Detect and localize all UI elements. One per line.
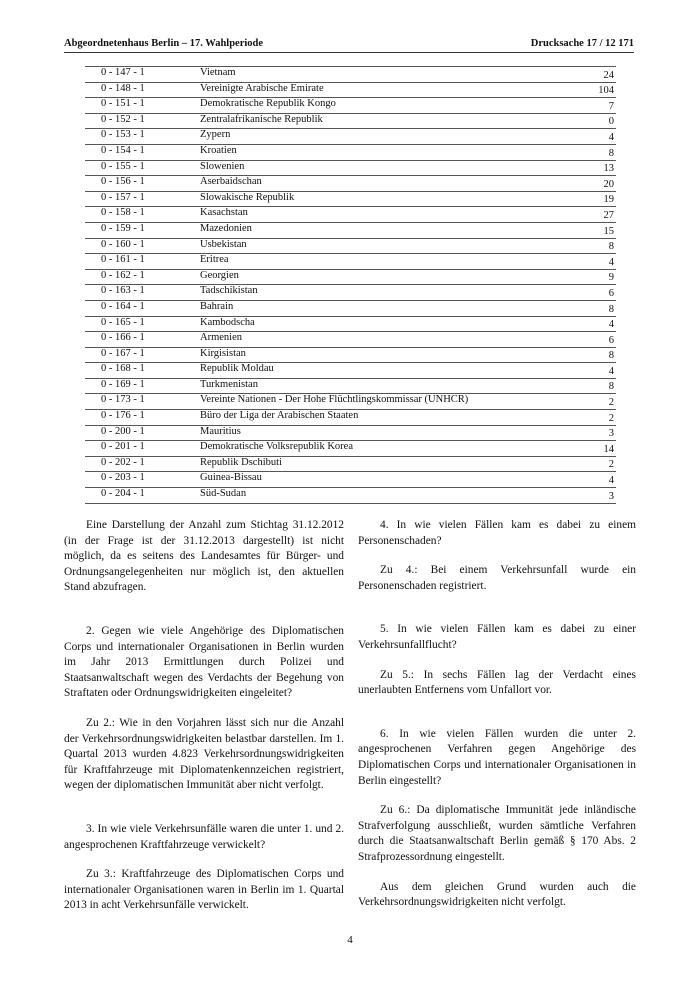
row-count: 104 [574, 82, 616, 98]
table-row [85, 441, 616, 457]
table-row [85, 425, 616, 441]
table-row [85, 332, 616, 348]
row-country-name: Demokratische Volksrepublik Korea [200, 441, 574, 457]
row-country-name: Slowenien [200, 160, 574, 176]
row-count: 27 [574, 207, 616, 223]
table-row [85, 67, 616, 83]
row-code: 0 - 200 - 1 [85, 425, 200, 441]
question-5: 5. In wie vielen Fällen kam es dabei zu einer Verkehrsunfallflucht? [358, 623, 636, 651]
row-count: 2 [574, 394, 616, 410]
table-row [85, 410, 616, 426]
row-country-name: Kambodscha [200, 316, 574, 332]
row-country-name: Süd-Sudan [200, 488, 574, 504]
paragraph-stichtag-note: Eine Darstellung der Anzahl zum Stichtag 31.12.2012 (in der Frage ist der 31.12.2013 dargestellt) ist nicht möglich, da es seitens des Landesamtes für Bürger- und Ordnungsangelegenheiten nur möglich ist, den aktuellen Stand abzufragen. [64, 519, 344, 594]
table-row [85, 456, 616, 472]
table-row [85, 238, 616, 254]
table-row [85, 300, 616, 316]
row-count: 7 [574, 98, 616, 114]
row-code: 0 - 168 - 1 [85, 363, 200, 379]
row-code: 0 - 204 - 1 [85, 488, 200, 504]
row-count: 0 [574, 113, 616, 129]
row-code: 0 - 157 - 1 [85, 191, 200, 207]
table-row [85, 269, 616, 285]
answer-2: Zu 2.: Wie in den Vorjahren lässt sich nur die Anzahl der Verkehrsordnungswidrigkeiten belastbar darstellen. Im 1. Quartal 2013 wurden 4.823 Verkehrsordnungswidrigkeiten für Kraftfahrzeuge mit Diplomatenkennzeichen registriert, wegen der diplomatischen Immunität aber nicht verfolgt. [64, 716, 344, 792]
row-country-name: Büro der Liga der Arabischen Staaten [200, 410, 574, 426]
table-row [85, 394, 616, 410]
right-text-column [358, 518, 636, 925]
paragraph-final: Aus dem gleichen Grund wurden auch die Verkehrsordnungswidrigkeiten nicht verfolgt. [358, 880, 636, 909]
table-row [85, 472, 616, 488]
table-row [85, 254, 616, 270]
row-count: 14 [574, 441, 616, 457]
answer-5: Zu 5.: In sechs Fällen lag der Verdacht eines unerlaubten Entfernens vom Unfallort vor. [358, 668, 636, 697]
row-code: 0 - 160 - 1 [85, 238, 200, 254]
table-body [85, 67, 616, 504]
row-code: 0 - 176 - 1 [85, 410, 200, 426]
row-count: 4 [574, 129, 616, 145]
row-code: 0 - 163 - 1 [85, 285, 200, 301]
table-row [85, 144, 616, 160]
answer-4: Zu 4.: Bei einem Verkehrsunfall wurde ein Personenschaden registriert. [358, 564, 636, 592]
row-count: 24 [574, 67, 616, 83]
row-country-name: Slowakische Republik [200, 191, 574, 207]
table-row [85, 82, 616, 98]
table-row [85, 363, 616, 379]
row-count: 8 [574, 378, 616, 394]
row-country-name: Aserbaidschan [200, 176, 574, 192]
row-country-name: Demokratische Republik Kongo [200, 98, 574, 114]
row-code: 0 - 153 - 1 [85, 129, 200, 145]
row-country-name: Kirgisistan [200, 347, 574, 363]
table-row [85, 222, 616, 238]
row-country-name: Turkmenistan [200, 378, 574, 394]
row-count: 4 [574, 316, 616, 332]
table-row [85, 113, 616, 129]
row-count: 8 [574, 238, 616, 254]
row-country-name: Guinea-Bissau [200, 472, 574, 488]
row-country-name: Republik Moldau [200, 363, 574, 379]
row-code: 0 - 152 - 1 [85, 113, 200, 129]
question-2: 2. Gegen wie viele Angehörige des Diplomatischen Corps und internationaler Organisationen in Berlin wurden im Jahr 2013 Ermittlungen durch Polizei und Staatsanwaltschaft wegen des Verdachts der Begehung von Straftaten oder Ordnungswidrigkeiten eingeleitet? [64, 624, 344, 700]
answer-3: Zu 3.: Kraftfahrzeuge des Diplomatischen Corps und internationaler Organisationen waren in Berlin im 1. Quartal 2013 in acht Verkehrsunfälle verwickelt. [64, 868, 344, 912]
header-parliament-title: Abgeordnetenhaus Berlin – 17. Wahlperiode [64, 38, 264, 49]
page-header [64, 30, 634, 53]
row-code: 0 - 158 - 1 [85, 207, 200, 223]
row-count: 3 [574, 425, 616, 441]
row-code: 0 - 203 - 1 [85, 472, 200, 488]
question-6: 6. In wie vielen Fällen wurden die unter 2. angesprochenen Verfahren gegen Angehörige des Diplomatischen Corps und internationaler Organisationen in Berlin eingestellt? [358, 727, 636, 787]
table-row [85, 316, 616, 332]
row-code: 0 - 154 - 1 [85, 144, 200, 160]
row-code: 0 - 164 - 1 [85, 300, 200, 316]
table-row [85, 98, 616, 114]
row-count: 2 [574, 456, 616, 472]
row-code: 0 - 159 - 1 [85, 222, 200, 238]
table-row [85, 207, 616, 223]
country-code-table [85, 66, 616, 504]
table-row [85, 160, 616, 176]
row-country-name: Vietnam [200, 67, 574, 83]
row-code: 0 - 202 - 1 [85, 456, 200, 472]
row-country-name: Vereinte Nationen - Der Hohe Flüchtlingskommissar (UNHCR) [200, 394, 574, 410]
row-country-name: Bahrain [200, 300, 574, 316]
table-row [85, 129, 616, 145]
row-count: 3 [574, 488, 616, 504]
table-row [85, 347, 616, 363]
table-row [85, 488, 616, 504]
table-row [85, 285, 616, 301]
row-code: 0 - 148 - 1 [85, 82, 200, 98]
row-country-name: Georgien [200, 269, 574, 285]
table-row [85, 378, 616, 394]
row-code: 0 - 156 - 1 [85, 176, 200, 192]
row-count: 8 [574, 300, 616, 316]
row-count: 6 [574, 332, 616, 348]
row-count: 15 [574, 222, 616, 238]
row-code: 0 - 165 - 1 [85, 316, 200, 332]
row-country-name: Mazedonien [200, 222, 574, 238]
left-text-column [64, 518, 344, 928]
row-country-name: Kasachstan [200, 207, 574, 223]
row-code: 0 - 167 - 1 [85, 347, 200, 363]
row-code: 0 - 155 - 1 [85, 160, 200, 176]
page-number: 4 [347, 934, 353, 946]
table-row [85, 176, 616, 192]
row-code: 0 - 173 - 1 [85, 394, 200, 410]
row-country-name: Tadschikistan [200, 285, 574, 301]
row-country-name: Mauritius [200, 425, 574, 441]
row-country-name: Eritrea [200, 254, 574, 270]
row-code: 0 - 151 - 1 [85, 98, 200, 114]
row-count: 13 [574, 160, 616, 176]
row-count: 2 [574, 410, 616, 426]
row-code: 0 - 147 - 1 [85, 67, 200, 83]
answer-6: Zu 6.: Da diplomatische Immunität jede inländische Strafverfolgung ausschließt, wurden sämtliche Verfahren durch die Staatsanwaltschaft Berlin gemäß § 170 Abs. 2 Strafprozessordnung eingestellt. [358, 804, 636, 863]
header-document-number: Drucksache 17 / 12 171 [530, 38, 634, 49]
row-country-name: Republik Dschibuti [200, 456, 574, 472]
row-country-name: Vereinigte Arabische Emirate [200, 82, 574, 98]
row-country-name: Zypern [200, 129, 574, 145]
row-count: 4 [574, 472, 616, 488]
question-4: 4. In wie vielen Fällen kam es dabei zu einem Personenschaden? [358, 519, 636, 547]
question-3: 3. In wie viele Verkehrsunfälle waren die unter 1. und 2. angesprochenen Kraftfahrzeuge verwickelt? [64, 822, 344, 851]
row-code: 0 - 201 - 1 [85, 441, 200, 457]
row-country-name: Armenien [200, 332, 574, 348]
row-count: 6 [574, 285, 616, 301]
row-count: 4 [574, 254, 616, 270]
table-row [85, 191, 616, 207]
row-country-name: Zentralafrikanische Republik [200, 113, 574, 129]
row-count: 19 [574, 191, 616, 207]
row-country-name: Usbekistan [200, 238, 574, 254]
row-count: 9 [574, 269, 616, 285]
row-count: 4 [574, 363, 616, 379]
row-count: 20 [574, 176, 616, 192]
row-code: 0 - 166 - 1 [85, 332, 200, 348]
row-count: 8 [574, 347, 616, 363]
row-code: 0 - 162 - 1 [85, 269, 200, 285]
row-code: 0 - 169 - 1 [85, 378, 200, 394]
row-count: 8 [574, 144, 616, 160]
row-code: 0 - 161 - 1 [85, 254, 200, 270]
row-country-name: Kroatien [200, 144, 574, 160]
